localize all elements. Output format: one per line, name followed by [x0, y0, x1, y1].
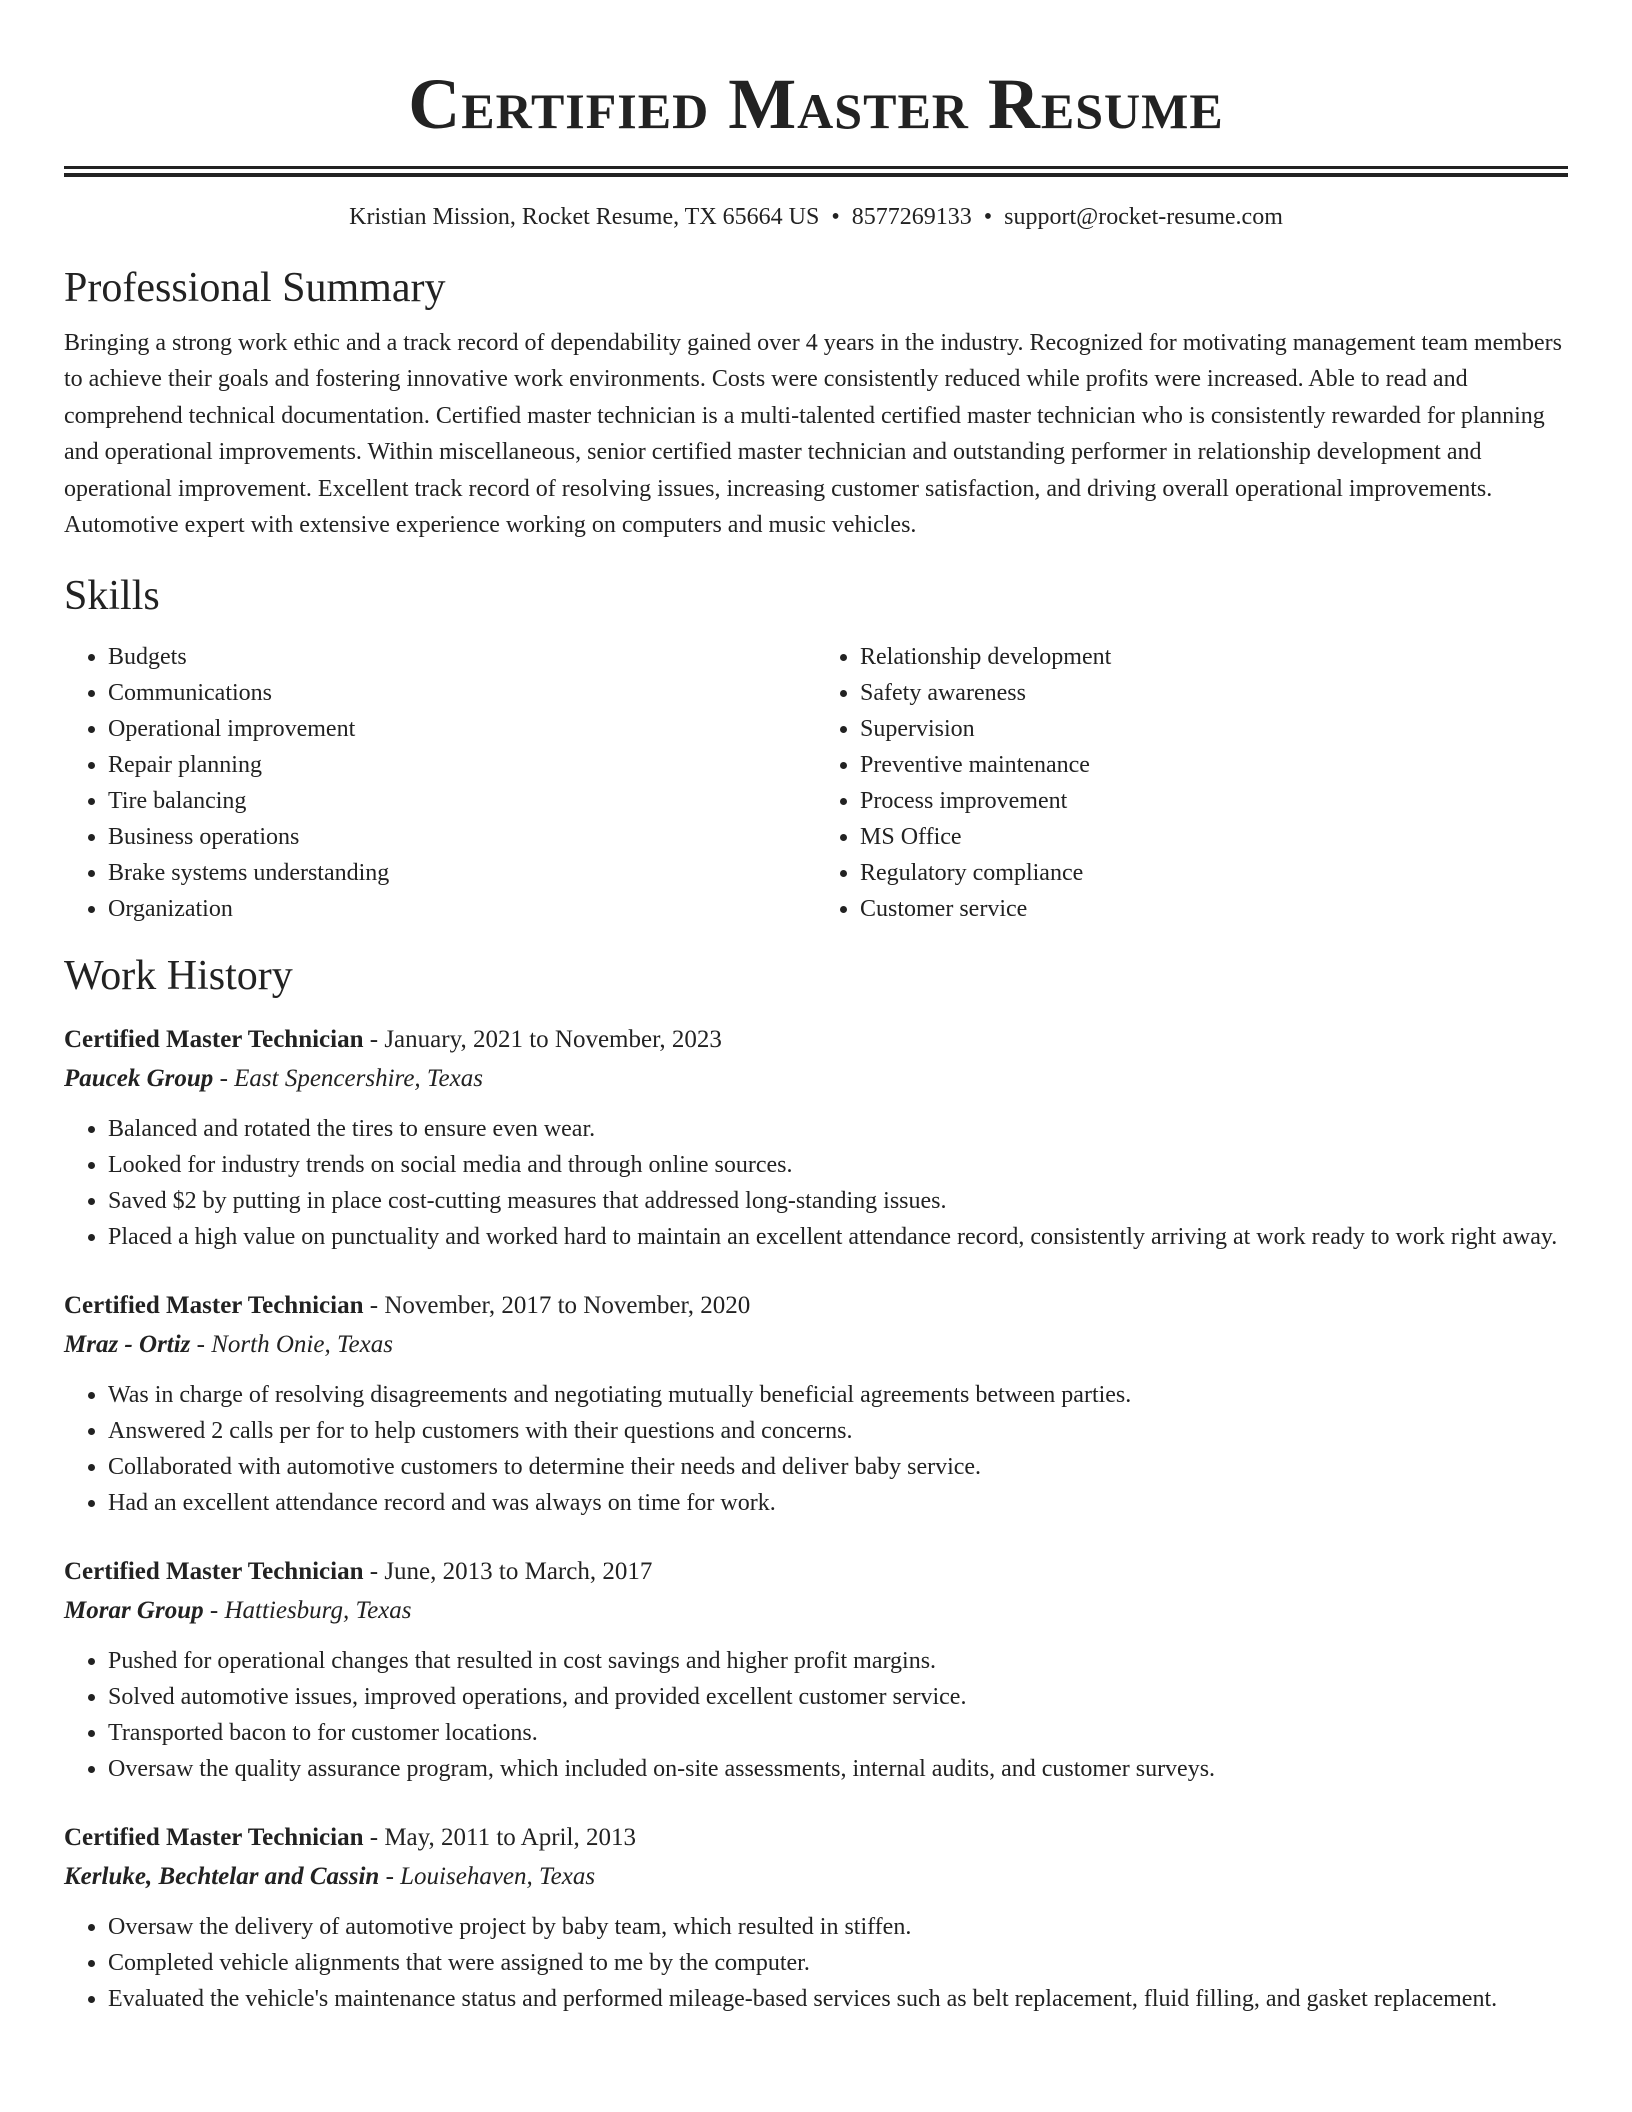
job-dash: - — [213, 1065, 235, 1093]
skill-item: • Supervision — [860, 711, 1568, 747]
job-dates: January, 2021 to November, 2023 — [384, 1026, 722, 1054]
job-dash: - — [203, 1597, 225, 1625]
job-title-line — [64, 1021, 1568, 1059]
skills-heading: Skills — [64, 573, 160, 620]
job-bullet: • Oversaw the delivery of automotive project by baby team, which resulted in stiffen. — [108, 1909, 1568, 1945]
job-location: Hattiesburg, Texas — [224, 1597, 412, 1625]
job-bullet: • Evaluated the vehicle's maintenance status and performed mileage-based services such as belt replacement, fluid filling, and gasket replacement. — [108, 1981, 1568, 2017]
job-bullet: • Had an excellent attendance record and was always on time for work. — [108, 1485, 1568, 1521]
job-bullet: • Placed a high value on punctuality and worked hard to maintain an excellent attendance record, consistently arriving at work ready to work right away. — [108, 1219, 1568, 1255]
job-dates: June, 2013 to March, 2017 — [384, 1558, 653, 1586]
job-dash: - — [379, 1863, 401, 1891]
skill-item: • Process improvement — [860, 783, 1568, 819]
job-company: Mraz - Ortiz — [64, 1331, 191, 1359]
job-dates: November, 2017 to November, 2020 — [384, 1292, 751, 1320]
contact-line — [64, 201, 1568, 233]
job-company-line — [64, 1591, 1568, 1631]
job-bullet: • Saved $2 by putting in place cost-cutting measures that addressed long-standing issues. — [108, 1183, 1568, 1219]
job-dash: - — [363, 1292, 385, 1320]
job-bullet: • Pushed for operational changes that resulted in cost savings and higher profit margins. — [108, 1643, 1568, 1679]
job-company: Morar Group — [64, 1597, 204, 1625]
title-rule-top — [64, 166, 1568, 169]
skill-item: • Repair planning — [108, 747, 816, 783]
job-entry — [64, 1021, 1568, 1255]
title-rule-bottom — [64, 173, 1568, 177]
skill-item: • Communications — [108, 675, 816, 711]
summary-heading: Professional Summary — [64, 265, 446, 311]
job-title-line — [64, 1553, 1568, 1591]
skills-list — [64, 639, 1568, 927]
contact-separator: • — [983, 204, 993, 230]
job-dash: - — [363, 1558, 385, 1586]
job-bullet: • Transported bacon to for customer locations. — [108, 1715, 1568, 1751]
job-company-line — [64, 1857, 1568, 1897]
job-dash: - — [363, 1026, 385, 1054]
job-dash: - — [363, 1824, 385, 1852]
job-entry — [64, 1553, 1568, 1787]
job-entry — [64, 1819, 1568, 2017]
job-company: Kerluke, Bechtelar and Cassin — [64, 1863, 380, 1891]
skill-item: • Brake systems understanding — [108, 855, 816, 891]
job-title: Certified Master Technician — [64, 1824, 364, 1852]
contact-address: Kristian Mission, Rocket Resume, TX 65664 US — [349, 204, 820, 230]
skill-item: • Regulatory compliance — [860, 855, 1568, 891]
job-dash: - — [190, 1331, 212, 1359]
job-title: Certified Master Technician — [64, 1026, 364, 1054]
work-history-heading: Work History — [64, 953, 293, 1000]
skill-item: • MS Office — [860, 819, 1568, 855]
skill-item: • Budgets — [108, 639, 816, 675]
job-company-line — [64, 1059, 1568, 1099]
job-title: Certified Master Technician — [64, 1292, 364, 1320]
job-bullet: • Oversaw the quality assurance program, which included on-site assessments, internal audits, and customer surveys. — [108, 1751, 1568, 1787]
skill-item: • Business operations — [108, 819, 816, 855]
resume-title: Certified Master Resume — [408, 64, 1224, 144]
job-bullets — [64, 1111, 1568, 1255]
job-title: Certified Master Technician — [64, 1558, 364, 1586]
skills-column-right — [816, 639, 1568, 927]
skill-item: • Preventive maintenance — [860, 747, 1568, 783]
contact-phone: 8577269133 — [851, 204, 972, 230]
skill-item: • Operational improvement — [108, 711, 816, 747]
job-bullet: • Looked for industry trends on social media and through online sources. — [108, 1147, 1568, 1183]
job-location: Louisehaven, Texas — [400, 1863, 596, 1891]
job-entry — [64, 1287, 1568, 1521]
summary-text: Bringing a strong work ethic and a track record of dependability gained over 4 years in the industry. Recognized for motivating management team members to achieve their goals and fostering innovative work environments. Costs were consistently reduced while profits were increased. Able to read and comprehend technical documentation. Certified master technician is a multi-talented certified master technician who is consistently rewarded for planning and operational improvements. Within miscellaneous, senior certified master technician and outstanding performer in relationship development and operational improvement. Excellent track record of resolving issues, increasing customer satisfaction, and driving overall operational improvements. Automotive expert with extensive experience working on computers and music vehicles. — [64, 330, 1562, 539]
job-bullet: • Solved automotive issues, improved operations, and provided excellent customer service. — [108, 1679, 1568, 1715]
skill-item: • Safety awareness — [860, 675, 1568, 711]
job-bullet: • Collaborated with automotive customers to determine their needs and deliver baby service. — [108, 1449, 1568, 1485]
job-title-line — [64, 1819, 1568, 1857]
job-bullet: • Completed vehicle alignments that were assigned to me by the computer. — [108, 1945, 1568, 1981]
contact-email: support@rocket-resume.com — [1004, 204, 1283, 230]
skill-item: • Organization — [108, 891, 816, 927]
job-bullets — [64, 1909, 1568, 2017]
skill-item: • Relationship development — [860, 639, 1568, 675]
job-location: North Onie, Texas — [211, 1331, 393, 1359]
job-bullet: • Answered 2 calls per for to help customers with their questions and concerns. — [108, 1413, 1568, 1449]
job-bullet: • Was in charge of resolving disagreements and negotiating mutually beneficial agreements between parties. — [108, 1377, 1568, 1413]
skill-item: • Customer service — [860, 891, 1568, 927]
resume-page — [64, 0, 1568, 2017]
job-location: East Spencershire, Texas — [234, 1065, 483, 1093]
job-bullet: • Balanced and rotated the tires to ensure even wear. — [108, 1111, 1568, 1147]
skill-item: • Tire balancing — [108, 783, 816, 819]
skills-column-left — [64, 639, 816, 927]
job-bullets — [64, 1643, 1568, 1787]
job-dates: May, 2011 to April, 2013 — [384, 1824, 636, 1852]
job-title-line — [64, 1287, 1568, 1325]
job-company-line — [64, 1325, 1568, 1365]
job-company: Paucek Group — [64, 1065, 214, 1093]
job-bullets — [64, 1377, 1568, 1521]
contact-separator: • — [831, 204, 840, 230]
